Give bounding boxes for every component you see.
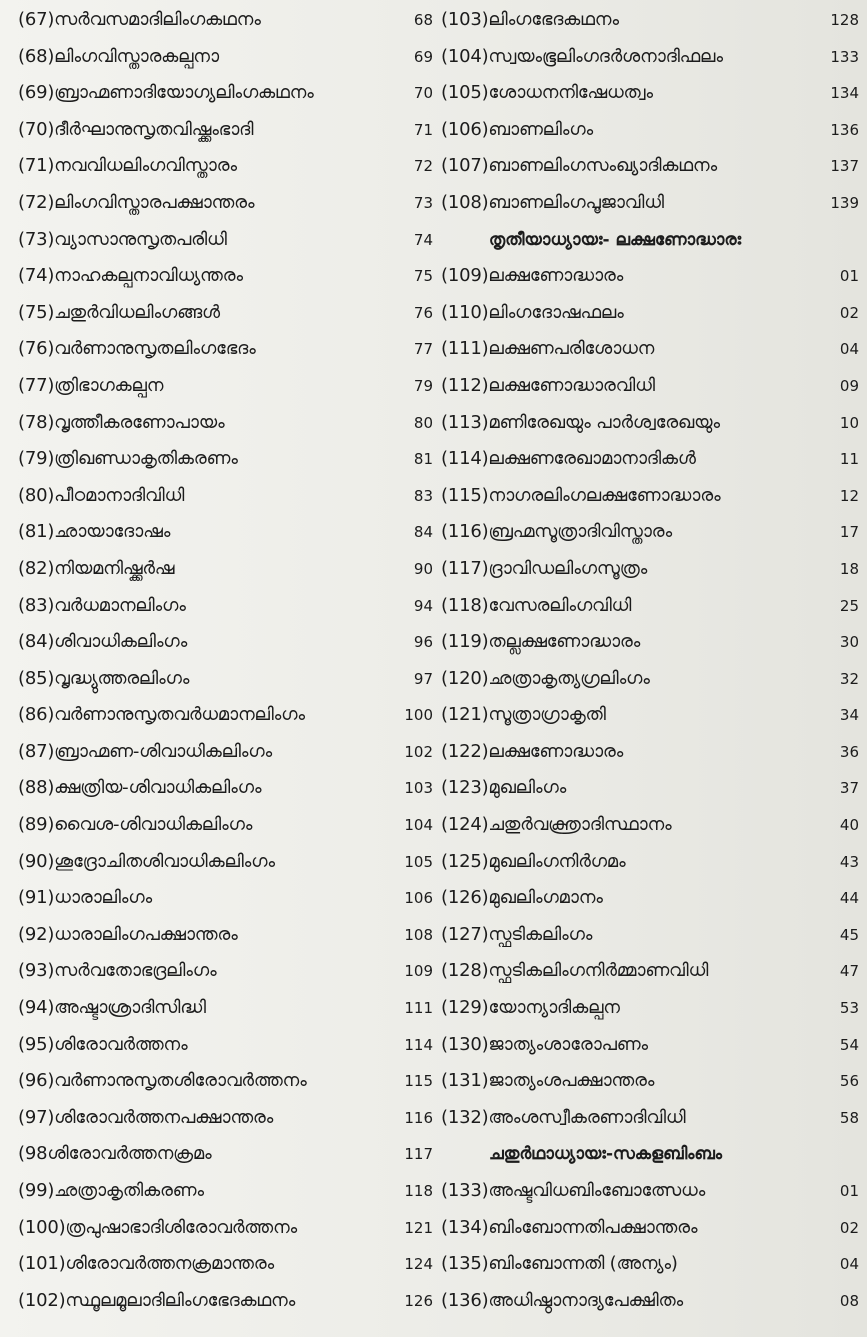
toc-entry-title: (111)ലക്ഷണപരിശോധന — [441, 338, 655, 360]
toc-entry-title: (126)മുഖലിംഗമാനം — [441, 887, 603, 909]
toc-entry-page-number: 128 — [830, 11, 859, 29]
toc-entry-title: (112)ലക്ഷണോദ്ധാരവിധി — [441, 374, 655, 396]
toc-entry — [18, 917, 433, 954]
toc-entry-title: (132)അംശസ്വീകരണാദിവിധി — [441, 1106, 686, 1128]
toc-entry-page-number: 71 — [413, 120, 433, 139]
toc-entry-title: (106)ബാണലിംഗം — [441, 118, 593, 140]
toc-entry-title: (135)ബിംബോന്നതി (അന്യം) — [441, 1253, 678, 1275]
toc-entry-title: (88)ക്ഷത്രിയ-ശിവാധികലിംഗം — [18, 777, 262, 799]
toc-entry — [18, 2, 433, 39]
toc-entry — [441, 478, 859, 515]
toc-entry-title: (100)ത്രപുഷാഭാദിശിരോവർത്തനം — [18, 1216, 297, 1238]
chapter-heading: തൃതീയാധ്യായഃ- ലക്ഷണോദ്ധാരഃ — [489, 229, 742, 250]
toc-entry — [18, 1246, 433, 1283]
toc-entry-page-number: 126 — [404, 1291, 433, 1310]
toc-entry-title: (114)ലക്ഷണരേഖാമാനാദികൾ — [441, 448, 696, 470]
toc-entry-page-number: 18 — [839, 559, 859, 578]
toc-entry-page-number: 139 — [830, 193, 859, 212]
toc-entry — [18, 441, 433, 478]
toc-entry-page-number: 04 — [839, 1255, 859, 1274]
toc-entry-page-number: 81 — [413, 450, 433, 469]
toc-entry — [18, 368, 433, 405]
toc-entry-page-number: 118 — [404, 1182, 433, 1200]
toc-entry — [441, 295, 859, 332]
toc-entry-page-number: 94 — [413, 596, 433, 615]
toc-entry-page-number: 83 — [413, 486, 433, 505]
toc-entry — [18, 1100, 433, 1137]
toc-entry — [441, 551, 859, 588]
toc-entry — [441, 880, 859, 917]
toc-entry — [18, 734, 433, 771]
toc-entry-title: (127)സ്ഫടികലിംഗം — [441, 923, 593, 945]
toc-entry-title: (90)ശൂദ്രോചിതശിവാധികലിംഗം — [18, 850, 275, 872]
toc-entry-page-number: 103 — [404, 779, 433, 798]
toc-entry-title: (95)ശിരോവർത്തനം — [18, 1033, 188, 1055]
toc-entry-title: (77)ത്രിഭാഗകല്പന — [18, 374, 164, 396]
toc-entry-title: (123)മുഖലിംഗം — [441, 777, 567, 799]
toc-entry-title: (134)ബിംബോന്നതിപക്ഷാന്തരം — [441, 1216, 698, 1238]
toc-entry-page-number: 36 — [839, 742, 859, 761]
chapter-heading-row — [441, 222, 859, 259]
toc-entry-page-number: 136 — [830, 120, 859, 139]
toc-entry — [441, 844, 859, 881]
toc-entry-page-number: 40 — [839, 816, 859, 835]
toc-entry — [441, 770, 859, 807]
toc-entry-page-number: 75 — [413, 267, 433, 286]
toc-entry-title: (124)ചതുർവക്ത്രാദിസ്ഥാനം — [441, 814, 672, 836]
toc-entry — [18, 1210, 433, 1247]
toc-entry-page-number: 56 — [839, 1072, 859, 1091]
toc-entry-page-number: 45 — [839, 925, 859, 944]
toc-entry-page-number: 09 — [839, 376, 859, 395]
toc-entry-page-number: 47 — [839, 962, 859, 981]
toc-entry-title: (116)ബ്രഹ്മസൂത്രാദിവിസ്താരം — [441, 521, 672, 543]
toc-entry-title: (115)നാഗരലിംഗലക്ഷണോദ്ധാരം — [441, 484, 721, 506]
toc-entry — [18, 1173, 433, 1210]
toc-entry — [18, 331, 433, 368]
toc-entry — [18, 1283, 433, 1320]
toc-entry-page-number: 58 — [839, 1108, 859, 1127]
toc-entry — [18, 953, 433, 990]
toc-entry — [18, 770, 433, 807]
toc-entry-page-number: 70 — [413, 84, 433, 103]
toc-entry-title: (113)മണിരേഖയും പാർശ്വരേഖയും — [441, 411, 720, 433]
toc-entry — [18, 990, 433, 1027]
toc-entry — [18, 514, 433, 551]
toc-entry-title: (136)അധിഷ്ഠാനാദ്യപേക്ഷിതം — [441, 1289, 683, 1311]
toc-entry — [441, 1063, 859, 1100]
toc-entry — [18, 661, 433, 698]
toc-entry — [441, 2, 859, 39]
toc-entry — [18, 405, 433, 442]
toc-entry-title: (97)ശിരോവർത്തനപക്ഷാന്തരം — [18, 1106, 274, 1128]
toc-entry — [441, 1283, 859, 1320]
toc-entry-title: (102)സ്ഥൂലമൂലാദിലിംഗഭേദകഥനം — [18, 1289, 296, 1311]
toc-entry — [18, 624, 433, 661]
toc-entry-page-number: 74 — [413, 230, 433, 249]
toc-entry-page-number: 34 — [839, 706, 859, 725]
toc-entry-title: (121)സൂത്രാഗ്രാകൃതി — [441, 704, 606, 726]
toc-entry — [18, 588, 433, 625]
toc-entry-page-number: 137 — [830, 157, 859, 176]
toc-entry — [441, 368, 859, 405]
toc-entry-page-number: 69 — [413, 47, 433, 66]
toc-entry-page-number: 08 — [839, 1291, 859, 1310]
chapter-heading: ചതുർഥാധ്യായഃ-സകളബിംബം — [489, 1144, 722, 1165]
toc-entry — [18, 185, 433, 222]
toc-entry-page-number: 11 — [839, 450, 859, 469]
toc-entry-page-number: 76 — [413, 303, 433, 322]
toc-entry-page-number: 53 — [839, 999, 859, 1018]
toc-entry-title: (87)ബ്രാഹ്മണ-ശിവാധികലിംഗം — [18, 740, 272, 762]
toc-entry — [441, 112, 859, 149]
toc-entry — [441, 953, 859, 990]
toc-entry-page-number: 32 — [839, 669, 859, 688]
toc-entry-page-number: 97 — [413, 669, 433, 688]
toc-entry-title: (73)വ്യാസാനുസൃതപരിധി — [18, 228, 227, 250]
toc-entry-page-number: 17 — [839, 523, 859, 542]
toc-entry-page-number: 133 — [830, 47, 859, 66]
toc-entry-page-number: 105 — [404, 852, 433, 871]
toc-entry-page-number: 02 — [839, 303, 859, 322]
toc-entry-page-number: 124 — [404, 1255, 433, 1274]
toc-entry-page-number: 43 — [839, 852, 859, 871]
toc-entry — [18, 807, 433, 844]
toc-entry-page-number: 117 — [404, 1145, 433, 1164]
toc-entry — [18, 222, 433, 259]
toc-entry-title: (104)സ്വയംഭൂലിംഗദർശനാദിഫലം — [441, 45, 723, 67]
toc-entry-title: (93)സർവതോഭദ്രലിംഗം — [18, 960, 217, 982]
toc-entry — [18, 1027, 433, 1064]
toc-entry-page-number: 96 — [413, 633, 433, 652]
toc-entry — [18, 39, 433, 76]
toc-entry — [441, 148, 859, 185]
toc-entry-page-number: 72 — [413, 157, 433, 176]
toc-entry-page-number: 114 — [404, 1035, 433, 1054]
toc-entry-title: (86)വർണാനുസൃതവർധമാനലിംഗം — [18, 704, 305, 726]
toc-entry — [18, 1063, 433, 1100]
toc-entry — [441, 1210, 859, 1247]
toc-entry-title: (130)ജാത്യംശാരോപണം — [441, 1033, 648, 1055]
toc-entry-title: (120)ഛത്രാകൃത്യഗ്രലിംഗം — [441, 667, 650, 689]
toc-entry-title: (128)സ്ഫടികലിംഗനിർമ്മാണവിധി — [441, 960, 709, 982]
toc-entry — [441, 624, 859, 661]
toc-entry-page-number: 104 — [404, 816, 433, 835]
toc-entry-page-number: 30 — [839, 633, 859, 652]
toc-entry-title: (91)ധാരാലിംഗം — [18, 887, 152, 909]
toc-entry — [441, 917, 859, 954]
toc-entry — [18, 112, 433, 149]
toc-entry — [18, 551, 433, 588]
toc-entry-title: (69)ബ്രാഹ്മണാദിയോഗ്യലിംഗകഥനം — [18, 82, 314, 104]
toc-entry — [18, 844, 433, 881]
toc-entry — [441, 661, 859, 698]
toc-entry-page-number: 04 — [839, 340, 859, 359]
toc-entry-page-number: 80 — [413, 413, 433, 432]
toc-entry-page-number: 116 — [404, 1108, 433, 1127]
toc-entry — [441, 1246, 859, 1283]
toc-entry-title: (78)വൃത്തീകരണോപായം — [18, 411, 225, 433]
toc-entry-page-number: 108 — [404, 925, 433, 944]
toc-entry-page-number: 100 — [404, 706, 433, 725]
toc-entry-title: (110)ലിംഗദോഷഫലം — [441, 301, 624, 323]
toc-entry — [18, 697, 433, 734]
toc-entry — [441, 734, 859, 771]
toc-entry-title: (79)ത്രിഖണ്ഡാകൃതികരണം — [18, 448, 238, 470]
toc-entry — [441, 588, 859, 625]
toc-entry-title: (92)ധാരാലിംഗപക്ഷാന്തരം — [18, 923, 238, 945]
toc-entry-title: (74)നാഹകല്പനാവിധ്യന്തരം — [18, 265, 243, 287]
toc-left-column — [18, 2, 433, 1319]
toc-entry — [18, 295, 433, 332]
toc-entry-page-number: 12 — [839, 486, 859, 505]
toc-entry-title: (118)വേസരലിംഗവിധി — [441, 594, 632, 616]
toc-entry-title: (83)വർധമാനലിംഗം — [18, 594, 186, 616]
toc-entry — [441, 1173, 859, 1210]
toc-entry-title: (89)വൈശ-ശിവാധികലിംഗം — [18, 814, 253, 836]
toc-entry-title: (81)ഛായാദോഷം — [18, 521, 171, 543]
toc-entry-page-number: 84 — [413, 523, 433, 542]
toc-entry-title: (76)വർണാനുസൃതലിംഗഭേദം — [18, 338, 256, 360]
toc-entry — [441, 441, 859, 478]
toc-entry-title: (85)വൃദ്ധ്യുത്തരലിംഗം — [18, 667, 190, 689]
toc-entry — [18, 478, 433, 515]
toc-entry-title: (117)ദ്രാവിഡലിംഗസൂത്രം — [441, 557, 648, 579]
toc-entry-title: (98ശിരോവർത്തനക്രമം — [18, 1143, 212, 1165]
toc-entry — [18, 75, 433, 112]
toc-entry-title: (72)ലിംഗവിസ്താരപക്ഷാന്തരം — [18, 191, 255, 213]
toc-entry-page-number: 111 — [404, 999, 433, 1018]
toc-entry-title: (119)തല്ലക്ഷണോദ്ധാരം — [441, 631, 641, 653]
toc-entry — [441, 1100, 859, 1137]
toc-entry-title: (71)നവവിധലിംഗവിസ്താരം — [18, 155, 237, 177]
toc-entry-title: (131)ജാത്യംശപക്ഷാന്തരം — [441, 1070, 655, 1092]
toc-entry — [441, 75, 859, 112]
toc-entry-page-number: 54 — [839, 1035, 859, 1054]
toc-entry-title: (133)അഷ്ടവിധബിംബോത്സേധം — [441, 1180, 706, 1201]
toc-entry-page-number: 109 — [404, 962, 433, 981]
toc-entry-title: (101)ശിരോവർത്തനക്രമാന്തരം — [18, 1253, 274, 1275]
toc-entry-page-number: 10 — [839, 413, 859, 432]
toc-entry-page-number: 79 — [413, 376, 433, 395]
toc-entry-page-number: 134 — [830, 84, 859, 103]
toc-entry-title: (125)മുഖലിംഗനിർഗമം — [441, 850, 626, 872]
toc-entry-page-number: 77 — [413, 340, 433, 359]
toc-entry-title: (129)യോന്യാദികല്പന — [441, 997, 620, 1019]
toc-entry-page-number: 02 — [839, 1218, 859, 1237]
toc-entry-title: (109)ലക്ഷണോദ്ധാരം — [441, 265, 624, 287]
toc-entry-title: (107)ബാണലിംഗസംഖ്യാദികഥനം — [441, 155, 717, 177]
toc-entry-page-number: 90 — [413, 559, 433, 578]
toc-entry-page-number: 44 — [839, 889, 859, 908]
toc-entry-title: (68)ലിംഗവിസ്താരകല്പനാ — [18, 45, 219, 67]
toc-entry — [441, 258, 859, 295]
toc-entry — [18, 880, 433, 917]
toc-entry-page-number: 37 — [839, 779, 859, 798]
toc-entry — [18, 258, 433, 295]
toc-entry-title: (103)ലിംഗഭേദകഥനം — [441, 9, 619, 30]
toc-entry-title: (94)അഷ്ടാശ്രാദിസിദ്ധി — [18, 997, 206, 1019]
toc-entry — [441, 697, 859, 734]
toc-entry-title: (67)സർവസമാദിലിംഗകഥനം — [18, 9, 261, 30]
toc-entry-page-number: 01 — [839, 1182, 859, 1200]
toc-entry — [441, 807, 859, 844]
toc-entry — [441, 990, 859, 1027]
toc-entry-title: (108)ബാണലിംഗപൂജാവിധി — [441, 191, 664, 213]
toc-entry-title: (70)ദീർഘാനുസൃതവിഷ്ക്കംഭാദി — [18, 118, 254, 140]
toc-entry — [18, 148, 433, 185]
toc-entry — [441, 39, 859, 76]
chapter-heading-row — [441, 1136, 859, 1173]
toc-entry-title: (75)ചതുർവിധലിംഗങ്ങൾ — [18, 301, 220, 323]
toc-entry-title: (99)ഛത്രാകൃതികരണം — [18, 1180, 204, 1201]
toc-entry — [441, 1027, 859, 1064]
toc-entry — [441, 405, 859, 442]
toc-entry — [441, 331, 859, 368]
toc-entry-title: (122)ലക്ഷണോദ്ധാരം — [441, 740, 624, 762]
toc-entry — [18, 1136, 433, 1173]
toc-entry-title: (82)നിയമനിഷ്ക്കർഷ — [18, 557, 175, 579]
toc-entry-page-number: 106 — [404, 889, 433, 908]
toc-entry-title: (80)പീഠമാനാദിവിധി — [18, 484, 185, 506]
toc-entry — [441, 185, 859, 222]
toc-entry-page-number: 25 — [839, 596, 859, 615]
toc-entry — [441, 514, 859, 551]
toc-entry-title: (96)വർണാനുസൃതശിരോവർത്തനം — [18, 1070, 307, 1092]
toc-entry-page-number: 01 — [839, 267, 859, 286]
toc-entry-page-number: 102 — [404, 742, 433, 761]
toc-entry-title: (84)ശിവാധികലിംഗം — [18, 631, 188, 653]
toc-entry-page-number: 121 — [404, 1218, 433, 1237]
toc-entry-title: (105)ശോധനനിഷേധത്വം — [441, 82, 653, 104]
toc-right-column — [441, 2, 859, 1319]
toc-entry-page-number: 115 — [404, 1072, 433, 1091]
toc-entry-page-number: 73 — [413, 193, 433, 212]
toc-entry-page-number: 68 — [413, 11, 433, 29]
